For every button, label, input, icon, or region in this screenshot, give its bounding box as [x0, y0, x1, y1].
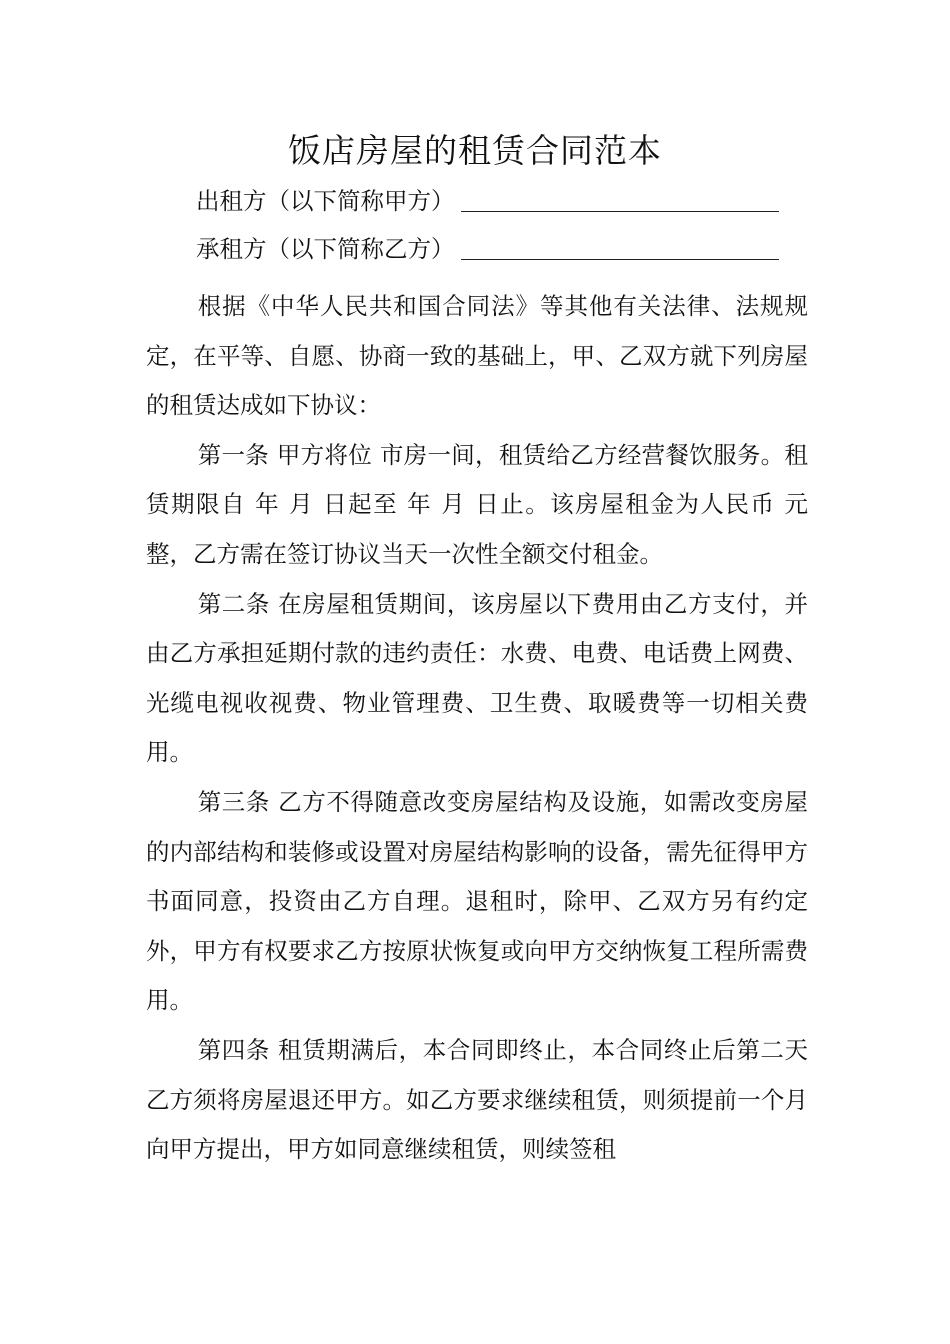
article-2-paragraph: 第二条 在房屋租赁期间，该房屋以下费用由乙方支付，并由乙方承担延期付款的违约责任：水费、电费、电话费上网费、光缆电视收视费、物业管理费、卫生费、取暖费等一切相关费用。: [146, 589, 808, 767]
article-3-paragraph: 第三条 乙方不得随意改变房屋结构及设施，如需改变房屋的内部结构和装修或设置对房屋结构影响的设备，需先征得甲方书面同意，投资由乙方自理。退租时，除甲、乙双方另有约定外，甲方有权要求乙方按原状恢复或向甲方交纳恢复工程所需费用。: [146, 787, 808, 1015]
document-title: 饭店房屋的租赁合同范本: [288, 131, 662, 170]
party-a-label: 出租方（以下简称甲方）: [196, 187, 455, 215]
party-a-line: [196, 184, 779, 218]
party-b-blank: [461, 258, 779, 260]
article-4-paragraph: 第四条 租赁期满后，本合同即终止，本合同终止后第二天乙方须将房屋退还甲方。如乙方要求继续租赁，则须提前一个月向甲方提出，甲方如同意继续租赁，则续签租: [146, 1035, 808, 1164]
party-a-blank: [461, 210, 779, 212]
party-b-line: [196, 232, 779, 266]
party-b-label: 承租方（以下简称乙方）: [196, 235, 455, 263]
preamble-paragraph: 根据《中华人民共和国合同法》等其他有关法律、法规规定，在平等、自愿、协商一致的基础上，甲、乙双方就下列房屋的租赁达成如下协议：: [146, 292, 808, 420]
article-1-paragraph: 第一条 甲方将位 市房一间，租赁给乙方经营餐饮服务。租赁期限自 年 月 日起至 年 月 日止。该房屋租金为人民币 元整，乙方需在签订协议当天一次性全额交付租金。: [146, 440, 808, 568]
contract-body: [146, 282, 808, 1175]
